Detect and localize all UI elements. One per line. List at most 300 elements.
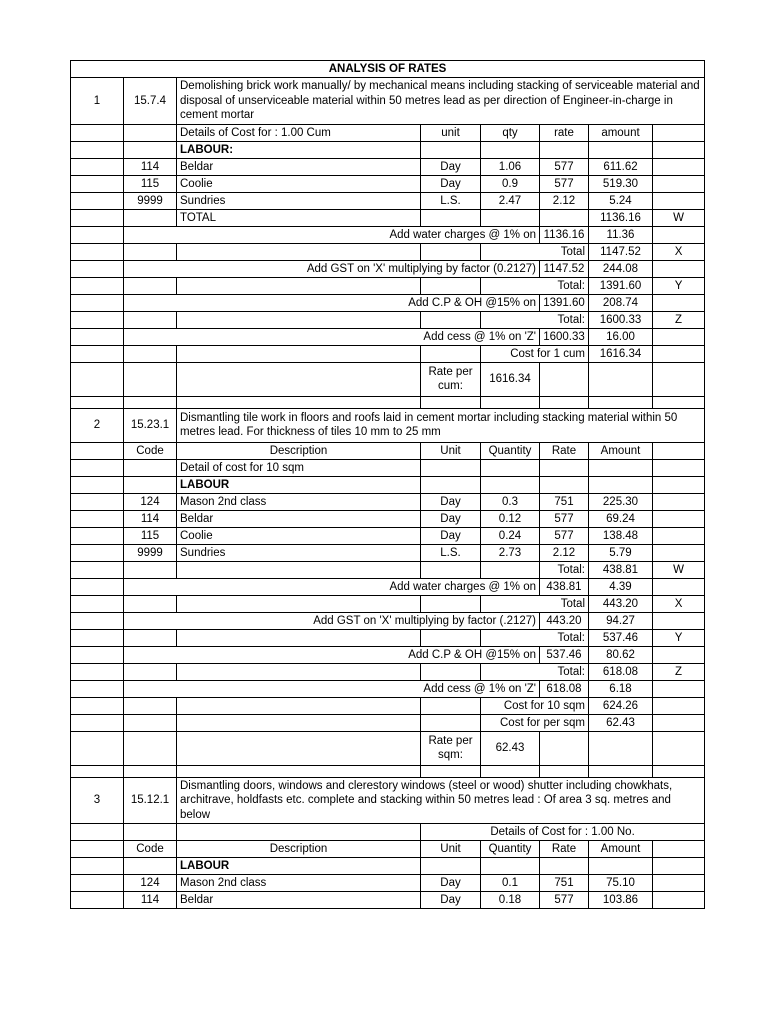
- calc-label: Add cess @ 1% on 'Z': [124, 680, 540, 697]
- empty-cell: [653, 362, 705, 396]
- empty-cell: [540, 765, 589, 777]
- calc-amount: 618.08: [589, 663, 653, 680]
- header-qty: Quantity: [481, 841, 540, 858]
- empty-cell: [589, 459, 653, 476]
- empty-cell: [540, 141, 589, 158]
- header-description: Details of Cost for : 1.00 Cum: [177, 124, 421, 141]
- calc-label: Cost for per sqm: [481, 714, 589, 731]
- labour-unit: Day: [421, 875, 481, 892]
- empty-cell: [421, 141, 481, 158]
- labour-unit: Day: [421, 493, 481, 510]
- calculation-row: [71, 646, 705, 663]
- calc-mark: Z: [653, 311, 705, 328]
- empty-cell: [124, 209, 177, 226]
- column-header-row: [71, 124, 705, 141]
- empty-cell: [71, 141, 124, 158]
- rate-label: Rate per cum:: [421, 362, 481, 396]
- empty-cell: [540, 731, 589, 765]
- labour-row: [71, 527, 705, 544]
- calc-label: Add water charges @ 1% on: [124, 226, 540, 243]
- header-amount: amount: [589, 124, 653, 141]
- empty-cell: [540, 476, 589, 493]
- labour-code: 9999: [124, 192, 177, 209]
- rate-value: 1616.34: [481, 362, 540, 396]
- empty-cell: [653, 527, 705, 544]
- empty-cell: [421, 209, 481, 226]
- empty-cell: [177, 697, 421, 714]
- empty-cell: [421, 765, 481, 777]
- empty-cell: [124, 858, 177, 875]
- header-description: Description: [177, 841, 421, 858]
- empty-cell: [124, 396, 177, 408]
- labour-qty: 0.18: [481, 892, 540, 909]
- labour-description: Beldar: [177, 510, 421, 527]
- header-code: Code: [124, 841, 177, 858]
- empty-cell: [71, 578, 124, 595]
- labour-code: 114: [124, 510, 177, 527]
- total-amount: 438.81: [589, 561, 653, 578]
- calc-mark: [653, 578, 705, 595]
- calc-mark: [653, 328, 705, 345]
- header-rate: Rate: [540, 841, 589, 858]
- labour-description: Coolie: [177, 175, 421, 192]
- calc-mark: Y: [653, 629, 705, 646]
- calc-label: Add cess @ 1% on 'Z': [124, 328, 540, 345]
- empty-cell: [653, 141, 705, 158]
- labour-rate: 2.12: [540, 544, 589, 561]
- total-amount: 1136.16: [589, 209, 653, 226]
- empty-cell: [589, 765, 653, 777]
- empty-cell: [177, 824, 421, 841]
- empty-cell: [653, 459, 705, 476]
- calc-amount: 1600.33: [589, 311, 653, 328]
- empty-cell: [421, 561, 481, 578]
- calc-mark: [653, 226, 705, 243]
- cost-detail: Detail of cost for 10 sqm: [177, 459, 421, 476]
- calc-amount: 244.08: [589, 260, 653, 277]
- item-description: Dismantling doors, windows and clerestory windows (steel or wood) shutter including chowkhats, architrave, holdfasts etc. complete and stacking within 50 metres lead : Of area 3 sq. metres and below: [177, 777, 705, 824]
- empty-cell: [177, 595, 421, 612]
- header-rate: rate: [540, 124, 589, 141]
- empty-cell: [124, 765, 177, 777]
- empty-cell: [71, 892, 124, 909]
- header-code: Code: [124, 442, 177, 459]
- empty-cell: [71, 311, 124, 328]
- calc-base: 443.20: [540, 612, 589, 629]
- calc-base: 1147.52: [540, 260, 589, 277]
- total-mark: W: [653, 561, 705, 578]
- total-row: [71, 209, 705, 226]
- labour-row: [71, 192, 705, 209]
- calc-base: 1600.33: [540, 328, 589, 345]
- rate-value: 62.43: [481, 731, 540, 765]
- empty-cell: [71, 294, 124, 311]
- labour-amount: 611.62: [589, 158, 653, 175]
- labour-code: 124: [124, 493, 177, 510]
- empty-cell: [481, 141, 540, 158]
- empty-cell: [177, 663, 421, 680]
- empty-cell: [71, 663, 124, 680]
- calc-base: 537.46: [540, 646, 589, 663]
- labour-rate: 577: [540, 527, 589, 544]
- empty-cell: [71, 731, 124, 765]
- header-unit: Unit: [421, 841, 481, 858]
- calculation-row: [71, 243, 705, 260]
- empty-cell: [71, 544, 124, 561]
- empty-cell: [71, 362, 124, 396]
- calc-label: Add GST on 'X' multiplying by factor (0.2127): [124, 260, 540, 277]
- calculation-row: [71, 328, 705, 345]
- section-row: [71, 141, 705, 158]
- calc-base: 1136.16: [540, 226, 589, 243]
- empty-cell: [177, 731, 421, 765]
- section-label: LABOUR: [177, 858, 421, 875]
- empty-cell: [653, 892, 705, 909]
- empty-cell: [71, 527, 124, 544]
- header-cell: [71, 124, 124, 141]
- item-code: 15.23.1: [124, 408, 177, 442]
- empty-cell: [653, 396, 705, 408]
- labour-description: Sundries: [177, 544, 421, 561]
- empty-cell: [177, 362, 421, 396]
- empty-cell: [71, 345, 124, 362]
- empty-cell: [177, 396, 421, 408]
- labour-qty: 2.47: [481, 192, 540, 209]
- empty-cell: [653, 493, 705, 510]
- calc-mark: Y: [653, 277, 705, 294]
- labour-row: [71, 158, 705, 175]
- empty-cell: [589, 362, 653, 396]
- total-mark: W: [653, 209, 705, 226]
- header-code: [124, 124, 177, 141]
- empty-cell: [71, 680, 124, 697]
- empty-cell: [71, 697, 124, 714]
- empty-cell: [421, 858, 481, 875]
- calc-label: Total:: [481, 311, 589, 328]
- empty-cell: [71, 396, 124, 408]
- labour-amount: 225.30: [589, 493, 653, 510]
- empty-cell: [177, 714, 421, 731]
- empty-cell: [653, 175, 705, 192]
- labour-row: [71, 493, 705, 510]
- item-sno: 2: [71, 408, 124, 442]
- labour-description: Beldar: [177, 158, 421, 175]
- calc-mark: [653, 612, 705, 629]
- empty-cell: [589, 141, 653, 158]
- empty-cell: [71, 629, 124, 646]
- labour-row: [71, 875, 705, 892]
- calculation-row: [71, 311, 705, 328]
- empty-cell: [653, 858, 705, 875]
- labour-rate: 2.12: [540, 192, 589, 209]
- empty-cell: [124, 824, 177, 841]
- empty-cell: [177, 629, 421, 646]
- labour-qty: 0.1: [481, 875, 540, 892]
- labour-amount: 75.10: [589, 875, 653, 892]
- labour-qty: 0.12: [481, 510, 540, 527]
- empty-cell: [589, 858, 653, 875]
- rate-row: [71, 362, 705, 396]
- table-body: [71, 61, 705, 909]
- calc-amount: 11.36: [589, 226, 653, 243]
- labour-amount: 103.86: [589, 892, 653, 909]
- sheet-title: ANALYSIS OF RATES: [71, 61, 705, 78]
- labour-code: 115: [124, 527, 177, 544]
- empty-cell: [653, 442, 705, 459]
- empty-cell: [540, 459, 589, 476]
- empty-cell: [177, 277, 421, 294]
- detail-row: [71, 824, 705, 841]
- item-code: 15.12.1: [124, 777, 177, 824]
- empty-cell: [71, 612, 124, 629]
- empty-cell: [71, 714, 124, 731]
- empty-cell: [124, 561, 177, 578]
- calc-label: Add C.P & OH @15% on: [124, 646, 540, 663]
- header-description: Description: [177, 442, 421, 459]
- empty-cell: [124, 629, 177, 646]
- calculation-row: [71, 345, 705, 362]
- empty-cell: [124, 141, 177, 158]
- labour-code: 9999: [124, 544, 177, 561]
- calc-base: 1391.60: [540, 294, 589, 311]
- empty-cell: [124, 277, 177, 294]
- labour-amount: 5.24: [589, 192, 653, 209]
- calculation-row: [71, 226, 705, 243]
- calc-amount: 62.43: [589, 714, 653, 731]
- empty-cell: [653, 192, 705, 209]
- empty-cell: [589, 476, 653, 493]
- empty-cell: [177, 243, 421, 260]
- header-unit: Unit: [421, 442, 481, 459]
- calculation-row: [71, 277, 705, 294]
- item-description-row: [71, 777, 705, 824]
- labour-unit: L.S.: [421, 192, 481, 209]
- empty-cell: [653, 544, 705, 561]
- calc-amount: 1147.52: [589, 243, 653, 260]
- empty-cell: [71, 824, 124, 841]
- labour-amount: 69.24: [589, 510, 653, 527]
- calculation-row: [71, 629, 705, 646]
- labour-rate: 751: [540, 875, 589, 892]
- calc-amount: 94.27: [589, 612, 653, 629]
- labour-rate: 577: [540, 510, 589, 527]
- empty-cell: [124, 476, 177, 493]
- empty-row: [71, 765, 705, 777]
- empty-cell: [71, 209, 124, 226]
- labour-code: 114: [124, 158, 177, 175]
- empty-cell: [481, 858, 540, 875]
- section-label: LABOUR: [177, 476, 421, 493]
- total-label: Total:: [540, 561, 589, 578]
- empty-cell: [653, 841, 705, 858]
- calc-amount: 4.39: [589, 578, 653, 595]
- labour-description: Mason 2nd class: [177, 493, 421, 510]
- labour-unit: L.S.: [421, 544, 481, 561]
- total-row: [71, 561, 705, 578]
- empty-cell: [71, 158, 124, 175]
- empty-cell: [481, 476, 540, 493]
- empty-cell: [71, 765, 124, 777]
- empty-cell: [481, 459, 540, 476]
- calc-amount: 16.00: [589, 328, 653, 345]
- empty-cell: [421, 311, 481, 328]
- rate-label: Rate per sqm:: [421, 731, 481, 765]
- item-sno: 3: [71, 777, 124, 824]
- empty-cell: [421, 714, 481, 731]
- labour-rate: 751: [540, 493, 589, 510]
- empty-cell: [421, 663, 481, 680]
- labour-qty: 0.9: [481, 175, 540, 192]
- empty-cell: [71, 459, 124, 476]
- labour-amount: 519.30: [589, 175, 653, 192]
- empty-cell: [124, 243, 177, 260]
- calc-label: Add water charges @ 1% on: [124, 578, 540, 595]
- header-amount: Amount: [589, 841, 653, 858]
- empty-cell: [177, 765, 421, 777]
- empty-cell: [177, 345, 421, 362]
- empty-cell: [540, 209, 589, 226]
- empty-cell: [540, 396, 589, 408]
- empty-cell: [481, 765, 540, 777]
- labour-description: Sundries: [177, 192, 421, 209]
- labour-description: Coolie: [177, 527, 421, 544]
- empty-cell: [124, 697, 177, 714]
- empty-cell: [421, 459, 481, 476]
- rate-analysis-sheet: [70, 60, 704, 909]
- empty-cell: [421, 243, 481, 260]
- labour-description: Mason 2nd class: [177, 875, 421, 892]
- calc-label: Add C.P & OH @15% on: [124, 294, 540, 311]
- labour-qty: 2.73: [481, 544, 540, 561]
- column-header-row: [71, 442, 705, 459]
- cost-detail: Details of Cost for : 1.00 No.: [421, 824, 705, 841]
- labour-unit: Day: [421, 527, 481, 544]
- section-row: [71, 858, 705, 875]
- empty-cell: [124, 311, 177, 328]
- empty-cell: [421, 396, 481, 408]
- empty-cell: [177, 311, 421, 328]
- detail-row: [71, 459, 705, 476]
- empty-cell: [71, 875, 124, 892]
- labour-code: 115: [124, 175, 177, 192]
- calc-mark: X: [653, 595, 705, 612]
- labour-amount: 5.79: [589, 544, 653, 561]
- calc-mark: [653, 680, 705, 697]
- header-rate: Rate: [540, 442, 589, 459]
- labour-description: Beldar: [177, 892, 421, 909]
- empty-cell: [124, 459, 177, 476]
- header-cell: [71, 442, 124, 459]
- labour-unit: Day: [421, 892, 481, 909]
- empty-cell: [71, 561, 124, 578]
- empty-cell: [124, 731, 177, 765]
- section-row: [71, 476, 705, 493]
- calc-label: Total:: [481, 277, 589, 294]
- empty-cell: [71, 175, 124, 192]
- header-qty: Quantity: [481, 442, 540, 459]
- calc-amount: 537.46: [589, 629, 653, 646]
- labour-row: [71, 510, 705, 527]
- calc-base: 438.81: [540, 578, 589, 595]
- labour-code: 124: [124, 875, 177, 892]
- empty-cell: [71, 243, 124, 260]
- item-description-row: [71, 408, 705, 442]
- rate-row: [71, 731, 705, 765]
- empty-cell: [71, 476, 124, 493]
- labour-code: 114: [124, 892, 177, 909]
- labour-row: [71, 175, 705, 192]
- calc-label: Total:: [481, 663, 589, 680]
- empty-cell: [421, 629, 481, 646]
- empty-row: [71, 396, 705, 408]
- empty-cell: [421, 277, 481, 294]
- header-cell: [71, 841, 124, 858]
- empty-cell: [589, 396, 653, 408]
- calc-mark: [653, 260, 705, 277]
- calculation-row: [71, 697, 705, 714]
- empty-cell: [540, 362, 589, 396]
- calc-mark: [653, 294, 705, 311]
- empty-cell: [71, 646, 124, 663]
- calc-base: 618.08: [540, 680, 589, 697]
- empty-cell: [421, 697, 481, 714]
- item-sno: 1: [71, 78, 124, 125]
- empty-cell: [421, 345, 481, 362]
- calculation-row: [71, 294, 705, 311]
- calc-amount: 1391.60: [589, 277, 653, 294]
- labour-qty: 0.3: [481, 493, 540, 510]
- total-label: TOTAL: [177, 209, 421, 226]
- empty-cell: [124, 714, 177, 731]
- empty-cell: [71, 226, 124, 243]
- calc-mark: [653, 714, 705, 731]
- empty-cell: [124, 345, 177, 362]
- calc-label: Total: [481, 243, 589, 260]
- empty-cell: [540, 858, 589, 875]
- header-amount: Amount: [589, 442, 653, 459]
- empty-cell: [177, 561, 421, 578]
- calc-amount: 6.18: [589, 680, 653, 697]
- calc-label: Cost for 1 cum: [481, 345, 589, 362]
- empty-cell: [124, 362, 177, 396]
- calc-mark: [653, 646, 705, 663]
- labour-row: [71, 892, 705, 909]
- title-row: [71, 61, 705, 78]
- calc-amount: 443.20: [589, 595, 653, 612]
- column-header-row: [71, 841, 705, 858]
- header-unit: unit: [421, 124, 481, 141]
- labour-qty: 1.06: [481, 158, 540, 175]
- labour-rate: 577: [540, 175, 589, 192]
- labour-unit: Day: [421, 158, 481, 175]
- empty-cell: [653, 875, 705, 892]
- calculation-row: [71, 595, 705, 612]
- empty-cell: [653, 124, 705, 141]
- item-description: Demolishing brick work manually/ by mechanical means including stacking of serviceable material and disposal of unserviceable material within 50 metres lead as per direction of Engineer-in-charge in cement mortar: [177, 78, 705, 125]
- empty-cell: [653, 510, 705, 527]
- labour-rate: 577: [540, 158, 589, 175]
- empty-cell: [71, 510, 124, 527]
- calculation-row: [71, 578, 705, 595]
- labour-row: [71, 544, 705, 561]
- calc-mark: Z: [653, 663, 705, 680]
- labour-rate: 577: [540, 892, 589, 909]
- calculation-row: [71, 260, 705, 277]
- empty-cell: [481, 209, 540, 226]
- empty-cell: [653, 765, 705, 777]
- empty-cell: [124, 595, 177, 612]
- empty-cell: [589, 731, 653, 765]
